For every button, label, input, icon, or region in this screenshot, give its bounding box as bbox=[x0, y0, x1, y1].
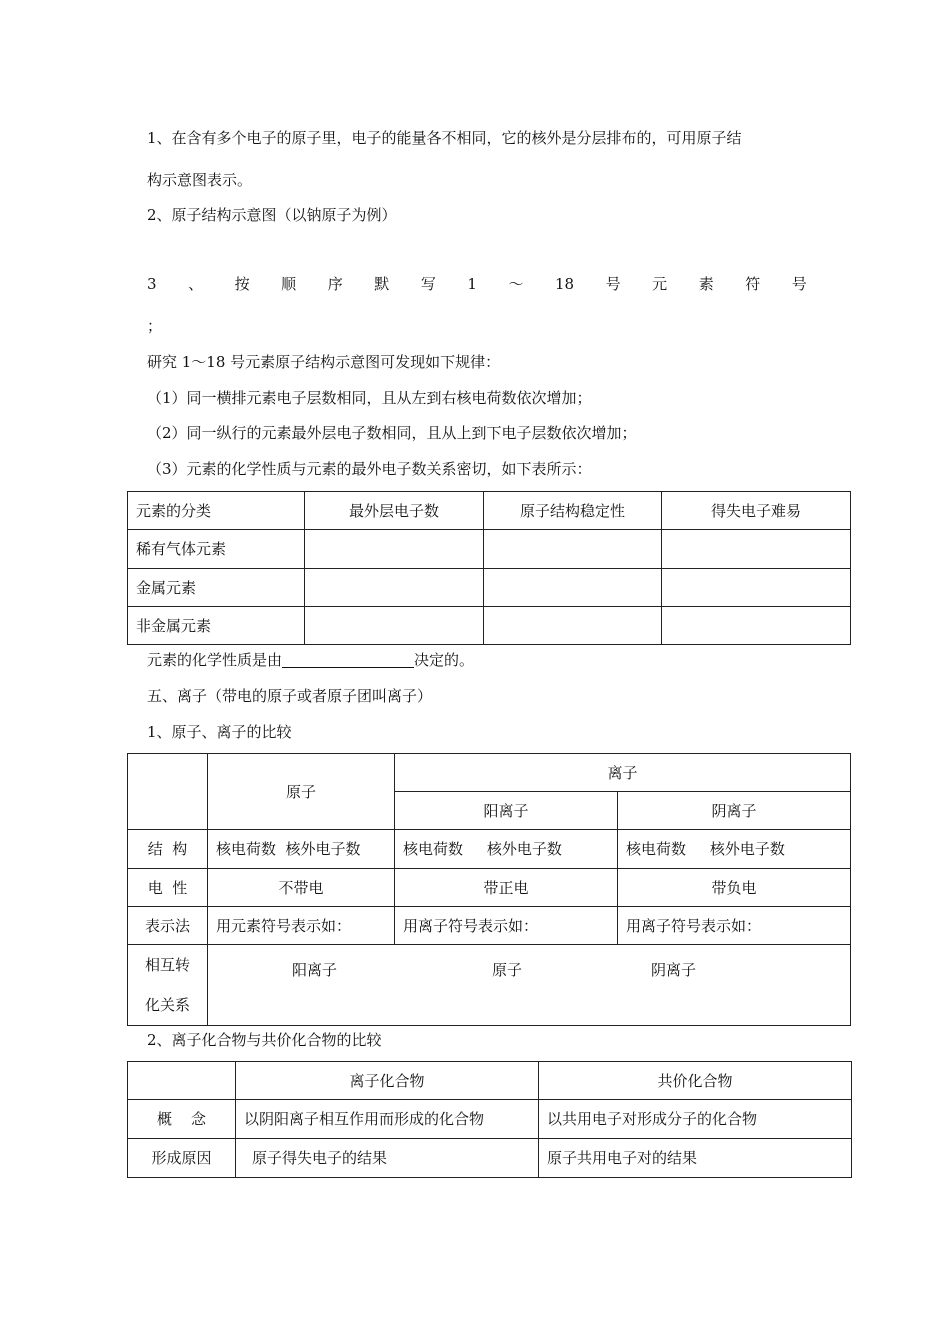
paragraph-2: 2、原子结构示意图（以钠原子为例） bbox=[147, 206, 397, 224]
compound-comparison-table bbox=[127, 1061, 852, 1178]
row-metal: 金属元素 bbox=[128, 569, 305, 607]
row-noble-gas: 稀有气体元素 bbox=[128, 530, 305, 569]
corner-cell bbox=[128, 1062, 236, 1100]
spread-char: ～ bbox=[508, 275, 524, 293]
relation-label-line-1: 相互转 bbox=[144, 956, 190, 974]
decide-line bbox=[147, 650, 474, 670]
cell-empty bbox=[662, 607, 851, 645]
cell-empty bbox=[484, 530, 662, 569]
spread-char: 1 bbox=[467, 275, 477, 293]
covalent-concept: 以共用电子对形成分子的化合物 bbox=[539, 1100, 852, 1139]
spread-char: 3 bbox=[147, 275, 157, 293]
anion-charge: 带负电 bbox=[618, 869, 851, 907]
relation-cation: 阳离子 bbox=[292, 961, 338, 979]
cell-empty bbox=[305, 607, 484, 645]
covalent-cause: 原子共用电子对的结果 bbox=[539, 1139, 852, 1178]
cell-empty bbox=[305, 530, 484, 569]
row-notation-label: 表示法 bbox=[128, 907, 208, 945]
row-nonmetal: 非金属元素 bbox=[128, 607, 305, 645]
ionic-concept: 以阴阳离子相互作用而形成的化合物 bbox=[236, 1100, 539, 1139]
element-classification-table bbox=[127, 491, 851, 645]
atom-charge: 不带电 bbox=[208, 869, 395, 907]
relation-cell bbox=[208, 945, 851, 1026]
header-ionic-compound: 离子化合物 bbox=[236, 1062, 539, 1100]
row-structure-label: 结 构 bbox=[128, 830, 208, 869]
spread-char: 元 bbox=[652, 275, 668, 293]
header-gain-lose: 得失电子难易 bbox=[662, 492, 851, 530]
spread-char: 符 bbox=[745, 275, 761, 293]
decide-prefix: 元素的化学性质是由 bbox=[147, 651, 283, 669]
row-concept-label: 概 念 bbox=[128, 1100, 236, 1139]
cation-notation: 用离子符号表示如： bbox=[395, 907, 618, 945]
paragraph-3-spread-line bbox=[147, 274, 807, 294]
atom-notation: 用元素符号表示如： bbox=[208, 907, 395, 945]
spread-char: 号 bbox=[605, 275, 621, 293]
cell-empty bbox=[484, 607, 662, 645]
spread-char: 素 bbox=[698, 275, 714, 293]
paragraph-1-line-2: 构示意图表示。 bbox=[147, 171, 253, 189]
cation-structure: 核电荷数 核外电子数 bbox=[395, 830, 618, 869]
spread-char: 顺 bbox=[281, 275, 297, 293]
header-anion: 阴离子 bbox=[618, 792, 851, 830]
anion-structure: 核电荷数 核外电子数 bbox=[618, 830, 851, 869]
row-cause-label: 形成原因 bbox=[128, 1139, 236, 1178]
relation-row bbox=[216, 960, 842, 980]
row-relation-label bbox=[128, 945, 208, 1026]
header-atom: 原子 bbox=[208, 754, 395, 830]
spread-char: 18 bbox=[554, 275, 575, 293]
atom-ion-comparison-table bbox=[127, 753, 851, 1026]
header-cation: 阳离子 bbox=[395, 792, 618, 830]
decide-suffix: 决定的。 bbox=[414, 651, 475, 669]
subsection-2-title: 2、离子化合物与共价化合物的比较 bbox=[147, 1031, 382, 1049]
relation-label-line-2: 化关系 bbox=[144, 996, 190, 1014]
research-line: 研究 1～18 号元素原子结构示意图可发现如下规律： bbox=[147, 353, 501, 371]
header-covalent-compound: 共价化合物 bbox=[539, 1062, 852, 1100]
row-charge-label: 电 性 bbox=[128, 869, 208, 907]
spread-char: 默 bbox=[374, 275, 390, 293]
fill-blank[interactable] bbox=[282, 651, 414, 668]
relation-atom: 原子 bbox=[492, 961, 523, 979]
atom-structure: 核电荷数 核外电子数 bbox=[208, 830, 395, 869]
header-outer-electrons: 最外层电子数 bbox=[305, 492, 484, 530]
rule-2: （2）同一纵行的元素最外层电子数相同，且从上到下电子层数依次增加； bbox=[147, 424, 637, 442]
header-stability: 原子结构稳定性 bbox=[484, 492, 662, 530]
cation-charge: 带正电 bbox=[395, 869, 618, 907]
paragraph-1-line-1: 1、在含有多个电子的原子里，电子的能量各不相同，它的核外是分层排布的，可用原子结 bbox=[147, 129, 742, 147]
paragraph-3-end: ； bbox=[147, 317, 163, 335]
cell-empty bbox=[662, 569, 851, 607]
section-5-title: 五、离子（带电的原子或者原子团叫离子） bbox=[147, 687, 433, 705]
cell-empty bbox=[662, 530, 851, 569]
cell-empty bbox=[484, 569, 662, 607]
rule-1: （1）同一横排元素电子层数相同，且从左到右核电荷数依次增加； bbox=[147, 389, 592, 407]
spread-char: 写 bbox=[420, 275, 436, 293]
rule-3: （3）元素的化学性质与元素的最外电子数关系密切，如下表所示： bbox=[147, 460, 592, 478]
spread-char: 、 bbox=[188, 275, 204, 293]
spread-char: 按 bbox=[234, 275, 250, 293]
cell-empty bbox=[305, 569, 484, 607]
corner-cell bbox=[128, 754, 208, 830]
ionic-cause: 原子得失电子的结果 bbox=[236, 1139, 539, 1178]
spread-char: 号 bbox=[791, 275, 807, 293]
spread-char: 序 bbox=[327, 275, 343, 293]
anion-notation: 用离子符号表示如： bbox=[618, 907, 851, 945]
header-classification: 元素的分类 bbox=[128, 492, 305, 530]
subsection-1-title: 1、原子、离子的比较 bbox=[147, 723, 292, 741]
relation-anion: 阴离子 bbox=[651, 961, 697, 979]
header-ion: 离子 bbox=[395, 754, 851, 792]
